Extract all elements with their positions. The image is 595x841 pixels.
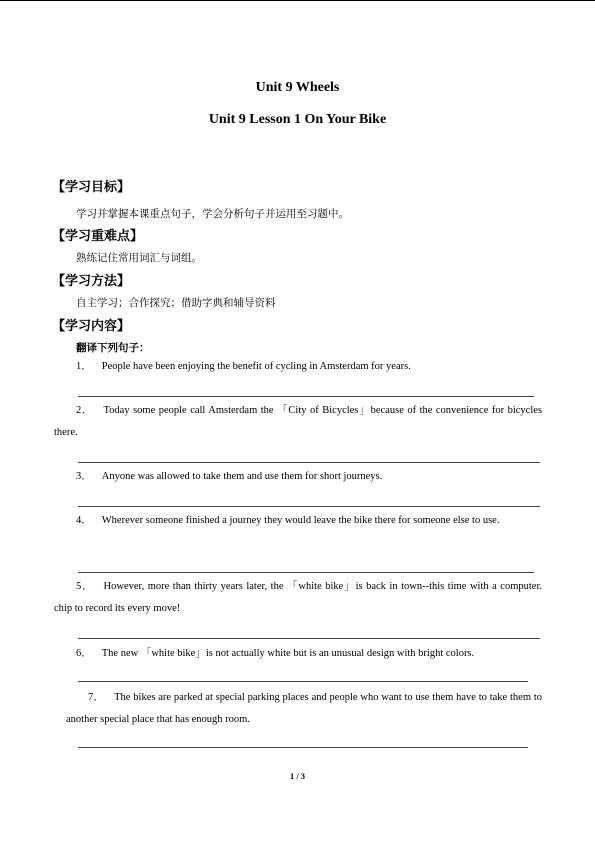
question-text: People have been enjoying the benefit of cycling in Amsterdam for years. [101,361,411,372]
goals-text: 学习并掌握本课重点句子，学会分析句子并运用至习题中。 [76,209,349,220]
answer-line[interactable] [78,396,534,397]
question-item [76,356,542,378]
question-text: However, more than thirty years later, the 「white bike」is back in town--this time with a computer. chip to record its every move! [54,581,542,614]
answer-line[interactable] [78,462,540,463]
question-item [54,400,542,444]
question-number: 1． [76,361,92,372]
section-heading-method: 【学习方法】 [52,274,131,289]
answer-line[interactable] [78,638,540,639]
question-item [66,687,542,731]
question-text: Wherever someone finished a journey they would leave the bike there for someone else to use. [101,515,500,526]
question-text: Today some people call Amsterdam the 「City of Bicycles」because of the convenience for bicycles there. [54,405,542,438]
question-number: 2． [76,405,94,416]
lesson-subtitle: Unit 9 Lesson 1 On Your Bike [208,112,387,127]
question-text: The new 「white bike」is not actually white but is an unusual design with bright colors. [101,648,475,659]
translation-instruction: 翻译下列句子： [76,343,150,354]
question-item [76,643,542,665]
section-heading-content: 【学习内容】 [52,319,131,334]
method-text: 自主学习；合作探究；借助字典和辅导资料 [76,298,276,309]
question-item [54,576,542,620]
question-number: 4． [76,515,92,526]
question-number: 5． [76,581,94,592]
top-border [0,0,595,1]
answer-line[interactable] [78,572,534,573]
answer-line[interactable] [78,506,540,507]
page-number: 1 / 3 [289,771,306,781]
answer-line[interactable] [78,747,528,748]
section-heading-focus: 【学习重难点】 [52,229,144,244]
question-number: 6． [76,648,92,659]
question-item [54,510,542,532]
question-item [76,466,542,488]
question-text: Anyone was allowed to take them and use them for short journeys. [101,471,383,482]
focus-text: 熟练记住常用词汇与词组。 [76,253,202,264]
page-title: Unit 9 Wheels [255,80,340,95]
section-heading-goals: 【学习目标】 [52,180,131,195]
question-number: 7． [88,692,105,703]
answer-line[interactable] [78,681,528,682]
question-text: The bikes are parked at special parking places and people who want to use them have to take them to another special place that has enough room. [66,692,542,725]
question-number: 3． [76,471,92,482]
